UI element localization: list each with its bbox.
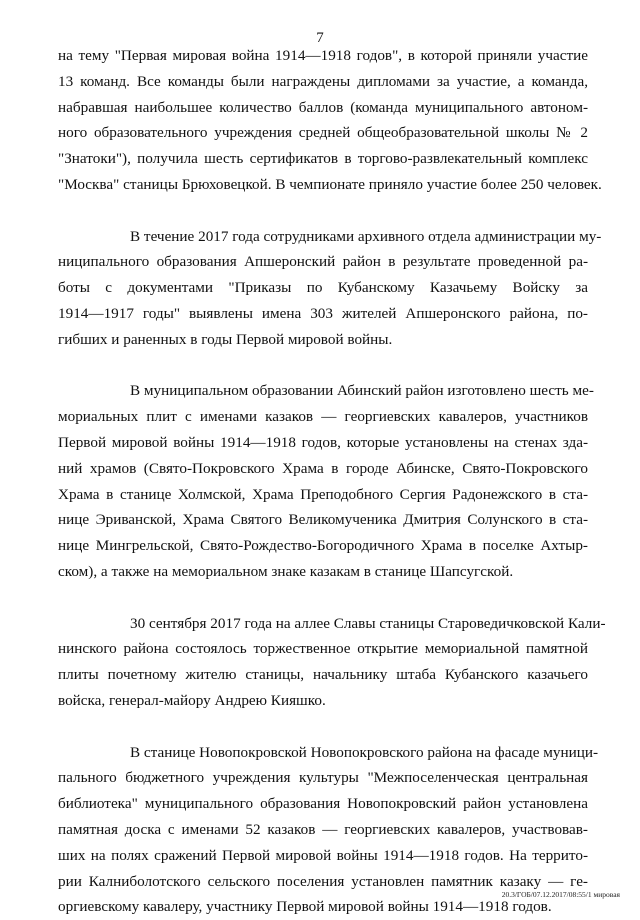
- text-line: "Знатоки"), получила шесть сертификатов в торгово-развлекательный комплекс: [58, 150, 588, 168]
- text-line: ших на полях сражений Первой мировой войны 1914—1918 годов. На террито-: [58, 846, 588, 864]
- text-line: набравшая наибольшее количество баллов (команда муниципального автоном-: [58, 98, 588, 116]
- text-line: нице Мингрельской, Свято-Рождество-Богородичного Храма в поселке Ахтыр-: [58, 537, 588, 555]
- text-line: нице Эриванской, Храма Святого Великомученика Дмитрия Солунского в ста-: [58, 511, 588, 529]
- text-line: оргиевскому кавалеру, участнику Первой мировой войны 1914—1918 годов.: [58, 898, 552, 916]
- text-line: мориальных плит с именами казаков — георгиевских кавалеров, участников: [58, 408, 588, 426]
- text-line: на тему "Первая мировая война 1914—1918 годов", в которой приняли участие: [58, 47, 588, 64]
- text-line: ний храмов (Свято-Покровского Храма в городе Абинске, Свято-Покровского: [58, 459, 588, 477]
- text-line: памятная доска с именами 52 казаков — георгиевских кавалеров, участвовав-: [58, 820, 588, 838]
- page-number: 7: [316, 30, 324, 46]
- text-line: ного образовательного учреждения средней общеобразовательной школы № 2: [58, 124, 588, 142]
- document-footer-code: 20.3/ГОБ/07.12.2017/08:55/1 мировая: [501, 890, 620, 899]
- paragraph: [58, 378, 594, 584]
- text-line: пального бюджетного учреждения культуры "Межпоселенческая центральная: [58, 769, 588, 787]
- paragraph-gap: [58, 585, 588, 611]
- paragraph: [58, 43, 602, 198]
- text-line: ниципального образования Апшеронский район в результате проведенной ра-: [58, 253, 588, 271]
- text-line: "Москва" станицы Брюховецкой. В чемпионате приняло участие более 250 человек.: [58, 175, 602, 193]
- paragraph-gap: [58, 198, 588, 224]
- text-line: рии Калниболотского сельского поселения установлен памятник казаку — ге-: [58, 872, 588, 890]
- text-line: 30 сентября 2017 года на аллее Славы станицы Староведичковской Кали-: [130, 614, 606, 632]
- text-line: нинского района состоялось торжественное открытие мемориальной памятной: [58, 640, 588, 658]
- text-line: плиты почетному жителю станицы, начальнику штаба Кубанского казачьего: [58, 666, 588, 684]
- text-line: В муниципальном образовании Абинский район изготовлено шесть ме-: [130, 382, 594, 400]
- text-line: гибших и раненных в годы Первой мировой войны.: [58, 330, 393, 348]
- text-line: В станице Новопокровской Новопокровского района на фасаде муници-: [130, 743, 599, 761]
- text-line: войска, генерал-майору Андрею Кияшко.: [58, 691, 326, 709]
- text-line: ском), а также на мемориальном знаке казакам в станице Шапсугской.: [58, 562, 514, 580]
- text-line: Храма в станице Холмской, Храма Преподобного Сергия Радонежского в ста-: [58, 485, 588, 503]
- paragraph-gap: [58, 353, 588, 379]
- paragraph-gap: [58, 714, 588, 740]
- paragraph: [58, 611, 606, 714]
- text-line: боты с документами "Приказы по Кубанскому Казачьему Войску за: [58, 279, 588, 297]
- text-line: В течение 2017 года сотрудниками архивного отдела администрации му-: [130, 227, 602, 245]
- text-line: Первой мировой войны 1914—1918 годов, которые установлены на стенах зда-: [58, 433, 588, 451]
- body-text: [58, 43, 606, 920]
- paragraph: [58, 224, 602, 353]
- text-line: библиотека" муниципального образования Новопокровский район установлена: [58, 795, 588, 813]
- text-line: 13 команд. Все команды были награждены дипломами за участие, а команда,: [58, 72, 588, 90]
- text-line: 1914—1917 годы" выявлены имена 303 жителей Апшеронского района, по-: [58, 304, 588, 322]
